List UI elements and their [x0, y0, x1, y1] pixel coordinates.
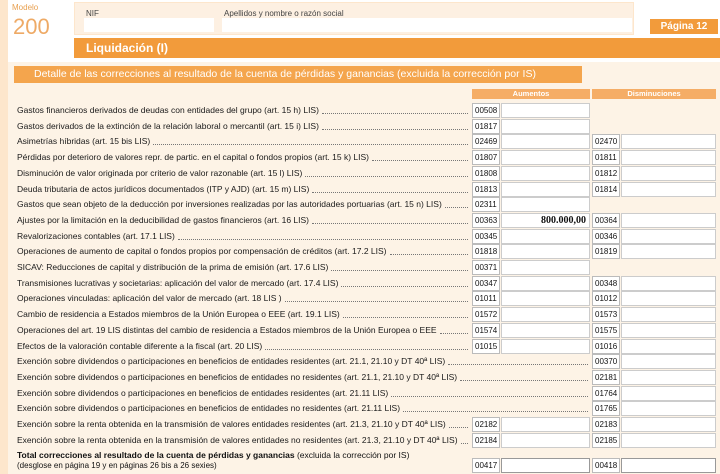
row-label: Cambio de residencia a Estados miembros de la Unión Europea o EEE (art. 19.1 LIS): [17, 309, 340, 319]
row-leader: [322, 113, 468, 114]
row-label: Gastos que sean objeto de la deducción por inversiones realizadas por las autoridades portuarias (art. 15 n) LIS): [17, 199, 442, 209]
disminuciones-code: 01573: [592, 307, 620, 322]
disminuciones-code: 01819: [592, 244, 620, 259]
row-leader: [341, 286, 468, 287]
disminuciones-input[interactable]: [621, 307, 716, 322]
total-disminuciones-code: 00418: [592, 458, 620, 473]
column-header-disminuciones: Disminuciones: [592, 89, 716, 99]
section-title: Liquidación (I): [74, 38, 720, 58]
disminuciones-input[interactable]: [621, 182, 716, 197]
disminuciones-input[interactable]: [621, 339, 716, 354]
modelo-label: Modelo: [12, 3, 39, 12]
disminuciones-input[interactable]: [621, 291, 716, 306]
row-label: Revalorizaciones contables (art. 17.1 LIS): [17, 231, 175, 241]
row-label: Exención sobre dividendos o participaciones en beneficios de entidades no residentes (art. 21.11 LIS): [17, 403, 401, 413]
aumentos-code: 01808: [472, 166, 500, 181]
aumentos-input[interactable]: [501, 229, 590, 244]
aumentos-code: 02469: [472, 134, 500, 149]
disminuciones-code: 00346: [592, 229, 620, 244]
row-leader: [440, 333, 468, 334]
row-leader: [460, 380, 588, 381]
row-leader: [312, 192, 468, 193]
row-leader: [448, 364, 588, 365]
row-label: Exención sobre la renta obtenida en la transmisión de valores entidades no residentes (art. 21.3, 21.10 y DT 40ª LIS): [17, 435, 458, 445]
disminuciones-code: 01811: [592, 150, 620, 165]
aumentos-code: 01011: [472, 291, 500, 306]
aumentos-code: 00345: [472, 229, 500, 244]
aumentos-code: 01574: [472, 323, 500, 338]
disminuciones-input[interactable]: [621, 433, 716, 448]
row-label: Operaciones de aumento de capital o fondos propios por compensación de créditos (art. 17.2 LIS): [17, 246, 387, 256]
aumentos-input[interactable]: [501, 244, 590, 259]
aumentos-input[interactable]: [501, 433, 590, 448]
aumentos-code: 02311: [472, 197, 500, 212]
aumentos-input[interactable]: [501, 339, 590, 354]
aumentos-code: 01813: [472, 182, 500, 197]
row-label: Gastos derivados de la extinción de la relación laboral o mercantil (art. 15 i) LIS): [17, 121, 319, 131]
total-sub-label: (desglose en página 19 y en páginas 26 bis a 26 sexies): [17, 461, 217, 470]
disminuciones-code: 00348: [592, 276, 620, 291]
row-label: Ajustes por la limitación en la deducibilidad de gastos financieros (art. 16 LIS): [17, 215, 309, 225]
row-leader: [265, 349, 468, 350]
aumentos-input[interactable]: 800.000,00: [501, 213, 590, 228]
aumentos-code: 02182: [472, 417, 500, 432]
nif-label: NIF: [86, 9, 99, 18]
row-leader: [445, 207, 468, 208]
aumentos-input[interactable]: [501, 323, 590, 338]
aumentos-code: 00508: [472, 103, 500, 118]
row-label: Deuda tributaria de actos jurídicos documentados (ITP y AJD) (art. 15 m) LIS): [17, 184, 310, 194]
aumentos-code: 01818: [472, 244, 500, 259]
row-label: Operaciones vinculadas: aplicación del valor de mercado (art. 18 LIS ): [17, 293, 282, 303]
aumentos-code: 01015: [472, 339, 500, 354]
row-label: Asimetrías híbridas (art. 15 bis LIS): [17, 136, 151, 146]
disminuciones-code: 02181: [592, 370, 620, 385]
total-aumentos-code: 00417: [472, 458, 500, 473]
aumentos-input[interactable]: [501, 166, 590, 181]
disminuciones-code: 01765: [592, 401, 620, 416]
disminuciones-code: 02470: [592, 134, 620, 149]
disminuciones-code: 02185: [592, 433, 620, 448]
row-label: Operaciones del art. 19 LIS distintas del cambio de residencia a Estados miembros de la Unión Europea o EEE: [17, 325, 437, 335]
aumentos-input[interactable]: [501, 260, 590, 275]
disminuciones-input[interactable]: [621, 166, 716, 181]
aumentos-code: 00363: [472, 213, 500, 228]
row-leader: [391, 396, 588, 397]
disminuciones-code: 01764: [592, 386, 620, 401]
row-leader: [403, 411, 588, 412]
row-label: Pérdidas por deterioro de valores repr. de partic. en el capital o fondos propios (art. 15 k) LIS): [17, 152, 369, 162]
aumentos-input[interactable]: [501, 197, 590, 212]
aumentos-code: 01817: [472, 119, 500, 134]
row-label: Disminución de valor originada por criterio de valor razonable (art. 15 l) LIS): [17, 168, 303, 178]
disminuciones-input[interactable]: [621, 401, 716, 416]
aumentos-code: 01807: [472, 150, 500, 165]
aumentos-input[interactable]: [501, 134, 590, 149]
row-label: SICAV: Reducciones de capital y distribución de la prima de emisión (art. 17.6 LIS): [17, 262, 329, 272]
row-leader: [372, 160, 468, 161]
row-leader: [285, 301, 468, 302]
row-label: Gastos financieros derivados de deudas con entidades del grupo (art. 15 h) LIS): [17, 105, 319, 115]
row-leader: [305, 176, 468, 177]
row-leader: [178, 239, 468, 240]
row-leader: [343, 317, 468, 318]
modelo-number: 200: [13, 14, 50, 39]
disminuciones-input[interactable]: [621, 150, 716, 165]
row-leader: [390, 254, 468, 255]
disminuciones-code: 00364: [592, 213, 620, 228]
disminuciones-input[interactable]: [621, 276, 716, 291]
disminuciones-input[interactable]: [621, 354, 716, 369]
disminuciones-code: 01812: [592, 166, 620, 181]
disminuciones-input[interactable]: [621, 323, 716, 338]
row-label: Exención sobre dividendos o participaciones en beneficios de entidades no residentes (art. 21.1, 21.10 y DT 40ª LIS): [17, 372, 458, 382]
disminuciones-input[interactable]: [621, 370, 716, 385]
aumentos-input[interactable]: [501, 291, 590, 306]
total-label: [17, 450, 409, 460]
row-leader: [331, 270, 468, 271]
row-label: Exención sobre la renta obtenida en la transmisión de valores entidades residentes (art. 21.3, 21.10 y DT 40ª LIS): [17, 419, 446, 429]
disminuciones-input[interactable]: [621, 417, 716, 432]
aumentos-code: 01572: [472, 307, 500, 322]
disminuciones-code: 02183: [592, 417, 620, 432]
disminuciones-code: 01012: [592, 291, 620, 306]
aumentos-input[interactable]: [501, 417, 590, 432]
aumentos-code: 00371: [472, 260, 500, 275]
total-label-bold: Total correcciones al resultado de la cuenta de pérdidas y ganancias: [17, 450, 295, 460]
column-header-aumentos: Aumentos: [472, 89, 590, 99]
disminuciones-code: 01814: [592, 182, 620, 197]
detail-title: Detalle de las correcciones al resultado de la cuenta de pérdidas y ganancias (excluida la corrección por IS): [14, 66, 582, 83]
aumentos-code: 00347: [472, 276, 500, 291]
row-leader: [449, 427, 468, 428]
disminuciones-code: 01575: [592, 323, 620, 338]
aumentos-input[interactable]: [501, 307, 590, 322]
row-label: Exención sobre dividendos o participaciones en beneficios de entidades residentes (art. 21.1, 21.10 y DT 40ª LIS): [17, 356, 446, 366]
row-leader: [312, 223, 468, 224]
row-label: Transmisiones lucrativas y societarias: aplicación del valor de mercado (art. 17.4 LIS): [17, 278, 339, 288]
name-label: Apellidos y nombre o razón social: [224, 9, 344, 18]
page-number: Página 12: [650, 19, 718, 34]
aumentos-input[interactable]: [501, 119, 590, 134]
form-margin: [0, 0, 8, 474]
disminuciones-code: 01016: [592, 339, 620, 354]
disminuciones-input[interactable]: [621, 229, 716, 244]
disminuciones-input[interactable]: [621, 213, 716, 228]
total-label-rest: (excluida la corrección por IS): [294, 450, 410, 460]
row-leader: [461, 443, 468, 444]
row-leader: [153, 144, 468, 145]
disminuciones-code: 00370: [592, 354, 620, 369]
row-leader: [322, 129, 468, 130]
total-disminuciones-input[interactable]: [621, 458, 716, 473]
aumentos-input[interactable]: [501, 182, 590, 197]
aumentos-input[interactable]: [501, 103, 590, 118]
disminuciones-input[interactable]: [621, 134, 716, 149]
disminuciones-input[interactable]: [621, 386, 716, 401]
total-aumentos-input[interactable]: [501, 458, 590, 473]
aumentos-code: 02184: [472, 433, 500, 448]
name-input[interactable]: [222, 18, 632, 32]
aumentos-input[interactable]: [501, 276, 590, 291]
row-label: Efectos de la valoración contable diferente a la fiscal (art. 20 LIS): [17, 341, 263, 351]
disminuciones-input[interactable]: [621, 244, 716, 259]
aumentos-input[interactable]: [501, 150, 590, 165]
nif-input[interactable]: [84, 18, 214, 32]
row-label: Exención sobre dividendos o participaciones en beneficios de entidades residentes (art. 21.11 LIS): [17, 388, 389, 398]
